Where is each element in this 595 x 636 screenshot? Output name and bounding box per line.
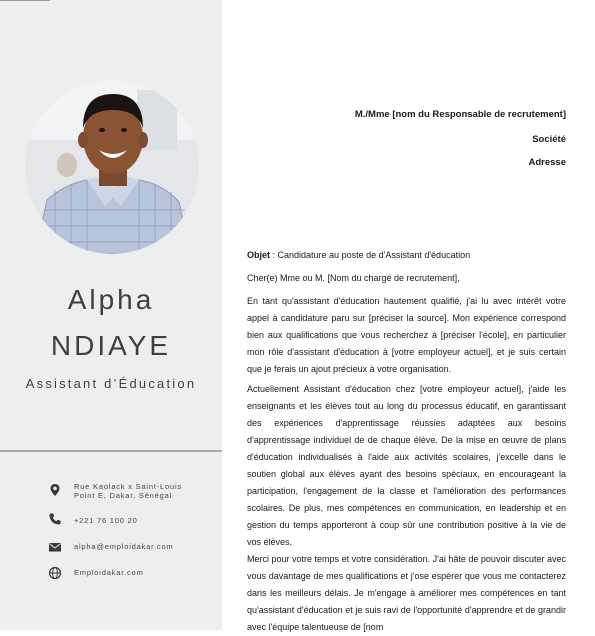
object-text: : Candidature au poste de d'Assistant d'éducation	[270, 250, 471, 260]
sidebar-divider	[0, 450, 222, 452]
last-name: NDIAYE	[50, 330, 172, 361]
recipient-address: Adresse	[528, 157, 566, 168]
location-pin-icon	[48, 483, 62, 497]
recipient-company: Société	[532, 134, 566, 145]
website: Emploidakar.com	[74, 568, 144, 577]
address-line2: Point E, Dakar, Sénégal	[74, 491, 173, 500]
object-label: Objet	[247, 250, 271, 260]
paragraph-1: En tant qu'assistant d'éducation hautement qualifié, j'ai lu avec intérêt votre appel à candidature paru sur [préciser la source]. Mon expérience correspond bien aux qualifications que vous recherchez à [préciser l'école], en particulier mon rôle d'assistant d'éducation à [votre employeur actuel], et je suis certain que je ferais un ajout précieux à votre organisation.	[247, 296, 566, 374]
top-rule	[0, 0, 50, 1]
phone-icon	[48, 512, 62, 526]
phone-number: +221 76 100 20	[74, 516, 138, 525]
salutation: Cher(e) Mme ou M. [Nom du chargé de recrutement],	[247, 273, 460, 283]
sidebar	[0, 0, 222, 630]
address-line1: Rue Kaolack x Saint-Louis	[74, 482, 182, 491]
envelope-icon	[48, 540, 62, 554]
paragraph-2: Actuellement Assistant d'éducation chez [votre employeur actuel], j'aide les enseignants et les élèves tout au long du processus éducatif, en garantissant des expériences d'apprentissage réussies adaptées aux besoins d'apprentissage individuel de de chaque élève. De la mise en œuvre de plans d'éducation individualisés à l'aide aux activités scolaires, j'excelle dans le soutien global aux élèves ayant des besoins spéciaux, en encourageant la participation, l'engagement de la classe et l'amélioration des performances scolaires. De plus, mes compétences en communication, en leadership et en gestion du temps apporteront à coup sûr une contribution positive à la vie de vos élèves.	[247, 384, 566, 547]
object-line	[247, 247, 566, 264]
first-name: Alpha	[67, 284, 155, 315]
recipient-name: M./Mme [nom du Responsable de recrutement]	[354, 109, 566, 120]
globe-icon	[48, 566, 62, 580]
job-title: Assistant d’Éducation	[25, 376, 197, 391]
email-address: alpha@emploidakar.com	[74, 542, 174, 551]
profile-photo	[25, 80, 199, 254]
paragraph-3: Merci pour votre temps et votre considération. J'ai hâte de pouvoir discuter avec vous davantage de mes qualifications et j'ose espérer que vous me contacterez dans les meilleurs délais. Je m'engage à améliorer mes compétences en tant qu'assistant d'éducation et je suis ravi de l'opportunité d'apprendre et de grandir avec l'équipe talentueuse de [nom	[247, 554, 566, 632]
